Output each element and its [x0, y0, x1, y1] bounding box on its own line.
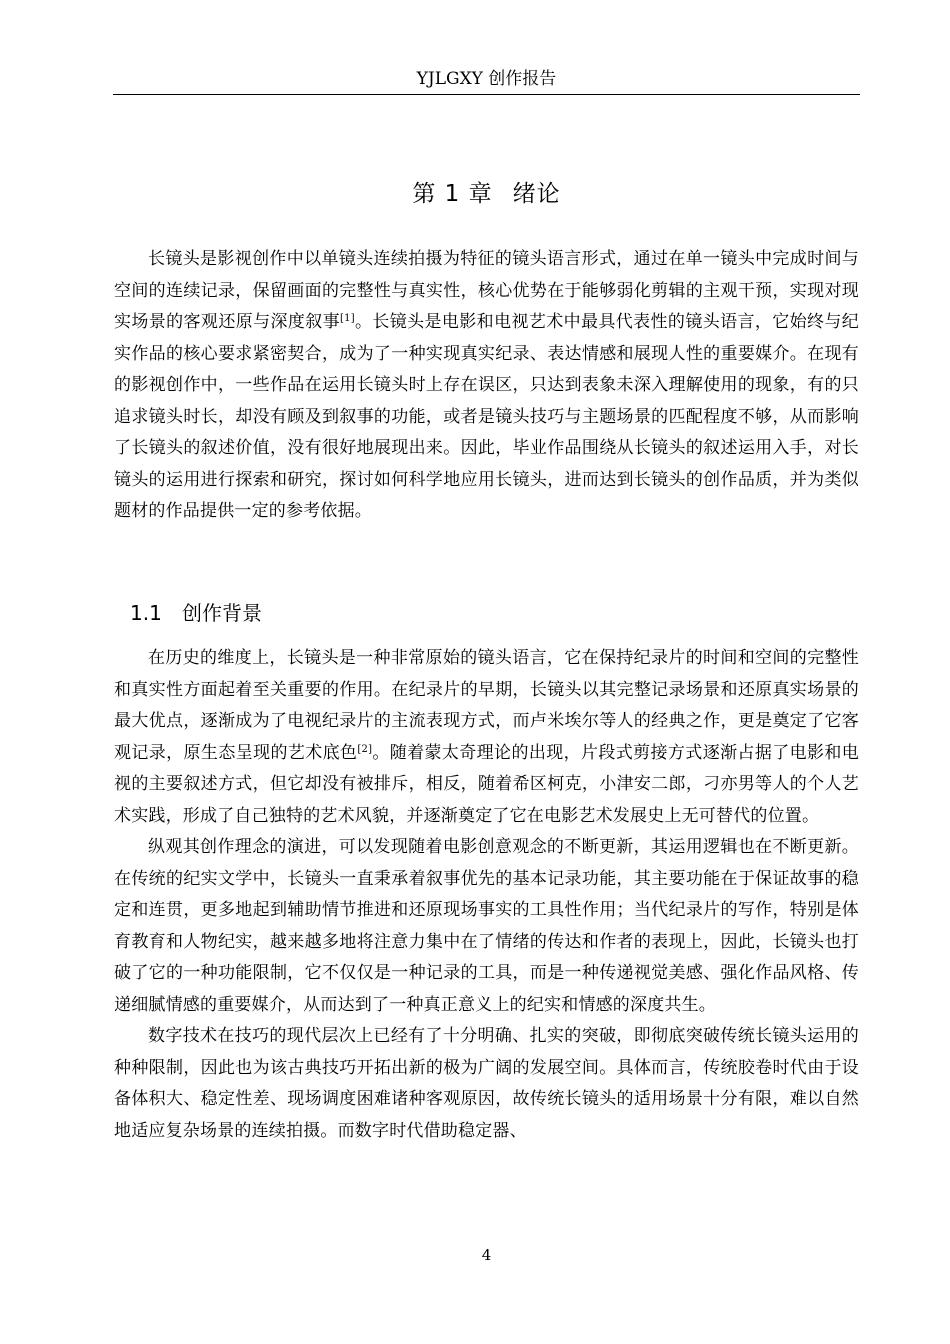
running-header: YJLGXY 创作报告	[416, 69, 557, 89]
paragraph-1	[114, 643, 859, 832]
citation-1: [1]	[340, 313, 355, 324]
intro-text-b: 。长镜头是电影和电视艺术中最具代表性的镜头语言，它始终与纪实作品的核心要求紧密契合，成为了一种实现真实纪录、表达情感和展现人性的重要媒介。在现有的影视创作中，一些作品在运用长镜头时上存在误区，只达到表象未深入理解使用的现象，有的只追求镜头时长，却没有顾及到叙事的功能，或者是镜头技巧与主题场景的匹配程度不够，从而影响了长镜头的叙述价值，没有很好地展现出来。因此，毕业作品围绕从长镜头的叙述运用入手，对长镜头的运用进行探索和研究，探讨如何科学地应用长镜头，进而达到长镜头的创作品质，并为类似题材的作品提供一定的参考依据。	[114, 312, 859, 521]
chapter-number: 第 1 章	[412, 181, 493, 207]
paragraph-1-text-a: 在历史的维度上，长镜头是一种非常原始的镜头语言，它在保持纪录片的时间和空间的完整性和真实性方面起着至关重要的作用。在纪录片的早期，长镜头以其完整记录场景和还原真实场景的最大优点，逐渐成为了电视纪录片的主流表现方式，而卢米埃尔等人的经典之作，更是奠定了它客观记录，原生态呈现的艺术底色	[114, 648, 859, 763]
citation-2: [2]	[357, 743, 373, 755]
section-body	[114, 643, 859, 1147]
chapter-title: 绪论	[512, 181, 561, 207]
paragraph-2: 纵观其创作理念的演进，可以发现随着电影创意观念的不断更新，其运用逻辑也在不断更新。在传统的纪实文学中，长镜头一直秉承着叙事优先的基本记录功能，其主要功能在于保证故事的稳定和连贯，更多地起到辅助情节推进和还原现场事实的工具性作用；当代纪录片的写作，特别是体育教育和人物纪实，越来越多地将注意力集中在了情绪的传达和作者的表现上，因此，长镜头也打破了它的一种功能限制，它不仅仅是一种记录的工具，而是一种传递视觉美感、强化作品风格、传递细腻情感的重要媒介，从而达到了一种真正意义上的纪实和情感的深度共生。	[114, 837, 859, 1015]
page-number: 4	[481, 1246, 492, 1264]
section-heading	[130, 598, 262, 628]
section-title: 创作背景	[182, 601, 262, 625]
intro-text-a: 长镜头是影视创作中以单镜头连续拍摄为特征的镜头语言形式，通过在单一镜头中完成时间与空间的连续记录，保留画面的完整性与真实性，核心优势在于能够弱化剪辑的主观干预，实现对现实场景的客观还原与深度叙事	[114, 249, 859, 332]
chapter-heading	[113, 178, 860, 210]
section-number: 1.1	[130, 601, 162, 625]
header-rule	[113, 94, 860, 95]
intro-text	[114, 244, 859, 528]
paragraph-1-text-b: 。随着蒙太奇理论的出现，片段式剪接方式逐渐占据了电影和电视的主要叙述方式，但它却没有被排斥，相反，随着希区柯克，小津安二郎，刁亦男等人的个人艺术实践，形成了自己独特的艺术风貌，并逐渐奠定了它在电影艺术发展史上无可替代的位置。	[114, 742, 859, 826]
intro-paragraph	[114, 244, 859, 528]
paragraph-3: 数字技术在技巧的现代层次上已经有了十分明确、扎实的突破，即彻底突破传统长镜头运用的种种限制，因此也为该古典技巧开拓出新的极为广阔的发展空间。具体而言，传统胶卷时代由于设备体积大、稳定性差、现场调度困难诸种客观原因，故传统长镜头的适用场景十分有限，难以自然地适应复杂场景的连续拍摄。而数字时代借助稳定器、	[114, 1026, 859, 1141]
